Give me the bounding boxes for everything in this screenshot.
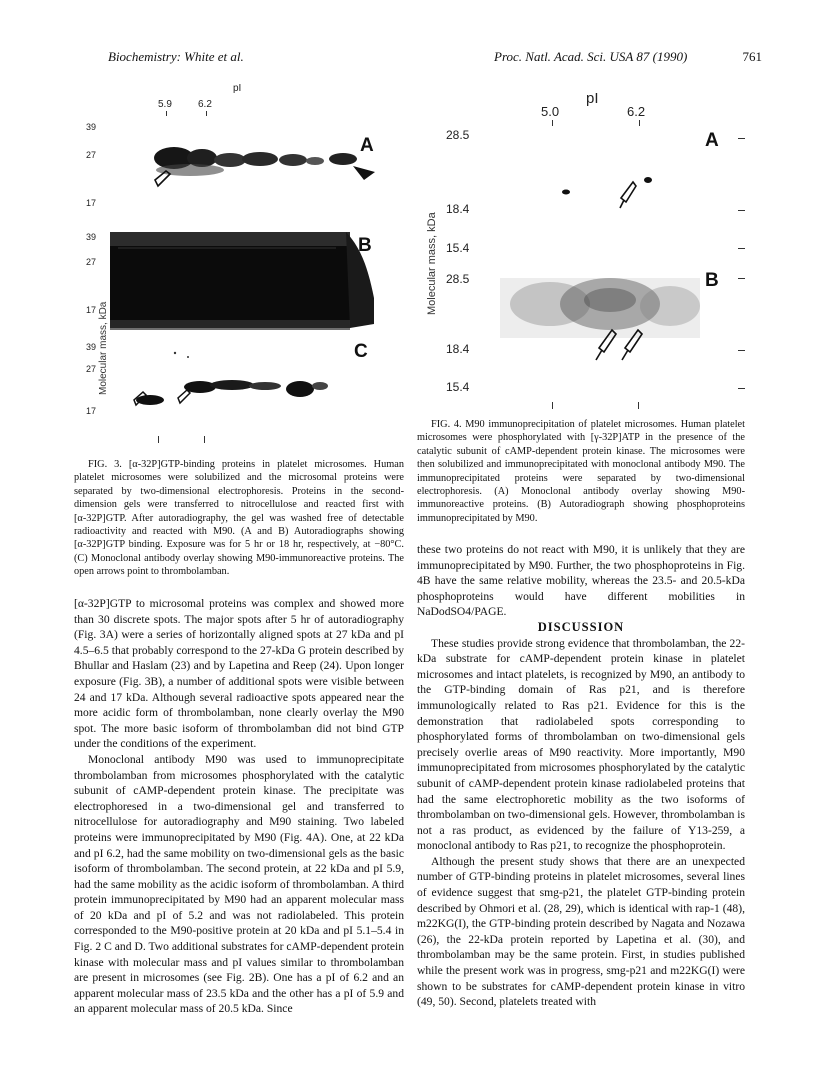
body-paragraph: These studies provide strong evidence that thrombolamban, the 22-kDa substrate for cAMP-dependent protein kinase in platelet microsomes and intact platelets, is recognized by M90, an antibody to the GTP-binding domain of Ras p21, and is therefore immunologically related to Ras p21. Evidence for this is the demonstration that radiolabeled spots corresponding to phosphorylated forms of thrombolamban on two-dimensional gels precisely overlie areas of M90 reactivity. More importantly, M90 immunoprecipitated from microsomes phosphorylated by the catalytic subunit of cAMP-dependent protein kinase radiolabeled proteins that had the same electrophoretic mobility as the two isoforms of thrombolamban on two-dimensional gels. However, thrombolamban is not a ras product, as evidenced by the failure of Y13-259, a monoclonal antibody to Ras p21, to recognize the phosphoprotein. — [417, 636, 745, 853]
fig4-dash — [738, 248, 745, 249]
fig4-bottom-tick — [638, 402, 639, 409]
fig3-axis-label: Molecular mass, kDa — [98, 301, 109, 395]
fig3-pi-tick — [166, 111, 167, 116]
fig4-panel-a-blot — [540, 160, 700, 250]
fig3-b-tick-label: 17 — [86, 305, 97, 315]
fig3-panel-c-blot — [110, 345, 390, 425]
fig3-b-tick-label: 27 — [86, 257, 97, 267]
body-paragraph: Although the present study shows that there are an unexpected number of GTP-binding proteins in platelet microsomes, several lines of evidence suggest that smg-p21, the platelet GTP-binding protein described by Ohmori et al. (28, 29), which is identical with rap-1 (48), m22KG(I), the GTP-binding protein described by Nagata and Nozawa (26), the 22-kDa protein reported by Lapetina et al. (30), and thrombolamban may be the same protein. First, in studies published while the present work was in progress, smg-p21 and m22KG(I) were shown to be substrates for cAMP-dependent protein kinase in vitro (49, 50). Second, platelets treated with — [417, 854, 745, 1009]
fig3-bottom-tick — [204, 436, 205, 443]
fig3-caption-text: FIG. 3. [α-32P]GTP-binding proteins in platelet microsomes. Human platelet microsomes were solubilized and the microsomal proteins were separated by two-dimensional electrophoresis. Proteins in the second-dimension gels were transferred to nitrocellulose and reacted first with [α-32P]GTP. After autoradiography, the gel was washed free of detectable radioactivity and reacted with M90. (A and B) Autoradiographs showing [α-32P]GTP binding. Exposure was for 5 hr or 18 hr, respectively, at −80°C. (C) Monoclonal antibody overlay showing M90-immunoreactive proteins. The open arrows point to thrombolamban. — [74, 459, 404, 578]
fig4-dash — [738, 388, 745, 389]
fig3-pi-tick — [206, 111, 207, 116]
right-column — [417, 542, 745, 1010]
fig3-a-tick-label: 17 — [86, 198, 97, 208]
body-paragraph: [α-32P]GTP to microsomal proteins was complex and showed more than 30 discrete spots. The major spots after 5 hr of autoradiography (Fig. 3A) were a series of horizontally aligned spots at 27 kDa and pI 4.5–6.5 that probably correspond to the 27-kDa G protein described by Bhullar and Haslam (23) and by Lapetina and Reep (24). Upon longer exposure (Fig. 3B), a number of additional spots were visible between 24 and 17 kDa. Although several radioactive spots appeared near the more acidic form of thrombolamban, none clearly overlay the M90 spot. The more basic isoform of thrombolamban did not bind GTP under the conditions of the experiment. — [74, 597, 404, 751]
fig4-b-tick-label: 18.4 — [446, 342, 470, 356]
fig4-pi-tick — [552, 120, 553, 126]
fig4-caption-text: FIG. 4. M90 immunoprecipitation of platelet microsomes. Human platelet microsomes were phosphorylated with [γ-32P]ATP in the presence of the catalytic subunit of cAMP-dependent protein kinase. The microsomes were then solubilized and immunoprecipitated with monoclonal antibody M90. The immunoprecipitated proteins were separated by two-dimensional electrophoresis. (A) Monoclonal antibody overlay showing M90-immunoreactive proteins. (B) Autoradiograph showing phosphoproteins immunoprecipitated by M90. — [417, 419, 745, 524]
running-head-left: Biochemistry: White et al. — [108, 49, 244, 64]
fig4-bottom-tick — [552, 402, 553, 409]
body-paragraph: Monoclonal antibody M90 was used to immunoprecipitate thrombolamban from microsomes phosphorylated with the catalytic subunit of cAMP-dependent protein kinase. The precipitate was electrophoresed in a two-dimensional gel and transferred to nitrocellulose for autoradiography and M90 staining. Two labeled proteins were immunoprecipitated by M90 (Fig. 4A). One, at 22 kDa and pI 6.2, had the same mobility on two-dimensional gels as the basic isoform of thrombolamban. The second protein, at 22 kDa and pI 5.9, had the same mobility as the acidic isoform of thrombolamban. A third protein immunoprecipitated by M90 had an apparent molecular mass of 20 kDa and pI of 5.2 and was not radiolabeled. This protein corresponded to the M90-positive protein at 20 kDa and pI 5.1–5.4 in Fig. 2 C and D. Two additional substrates for cAMP-dependent protein kinase with molecular mass and pI values similar to thrombolamban are present in microsomes (see Fig. 2B). One has a pI of 6.2 and an apparent molecular mass of 23.5 kDa and the other has a pI of 5.9 and an apparent molecular mass of 20.5 kDa. Since — [74, 752, 404, 1016]
fig4-dash — [738, 210, 745, 211]
running-head-right: Proc. Natl. Acad. Sci. USA 87 (1990) — [494, 49, 688, 64]
fig3-bottom-tick — [158, 436, 159, 443]
fig3-a-tick-label: 39 — [86, 122, 97, 132]
fig4-a-tick-label: 15.4 — [446, 241, 470, 255]
fig4-dash — [738, 350, 745, 351]
fig4-b-tick-label: 15.4 — [446, 380, 470, 394]
fig4-a-tick-label: 28.5 — [446, 128, 470, 142]
fig3-c-tick-label: 39 — [86, 342, 97, 352]
fig4-pi-value: 5.0 — [541, 104, 560, 119]
fig3-panel-b-label: B — [358, 235, 372, 256]
body-paragraph: these two proteins do not react with M90, it is unlikely that they are immunoprecipitated by M90. Further, the two phosphoproteins in Fig. 4B have the same relative mobility, whereas the 23.5- and 20.5-kDa phosphoproteins would have different mobilities in NaDodSO4/PAGE. — [417, 543, 745, 619]
fig3-panel-c-label: C — [354, 341, 368, 362]
fig3-panel-a-label: A — [360, 135, 374, 156]
fig4-panel-a-label: A — [705, 130, 719, 151]
fig4-dash — [738, 278, 745, 279]
fig4-pi-tick — [639, 120, 640, 126]
fig3-c-tick-label: 17 — [86, 406, 97, 416]
fig4-pi-value: 6.2 — [627, 104, 646, 119]
fig4-pi-label: pI — [586, 90, 599, 107]
left-column — [74, 596, 404, 1017]
fig4-a-tick-label: 18.4 — [446, 202, 470, 216]
fig4-caption — [417, 418, 745, 525]
fig3-pi-value: 6.2 — [198, 99, 212, 110]
fig3-caption — [74, 458, 404, 579]
fig3-a-tick-label: 27 — [86, 150, 97, 160]
fig3-pi-label: pI — [233, 83, 242, 94]
section-heading: DISCUSSION — [537, 619, 625, 634]
fig3-c-tick-label: 27 — [86, 364, 97, 374]
fig4-b-tick-label: 28.5 — [446, 272, 470, 286]
fig3-panel-b-blot — [106, 228, 386, 338]
fig4-axis-label: Molecular mass, kDa — [426, 212, 438, 315]
fig3-b-tick-label: 39 — [86, 232, 97, 242]
fig3-pi-value: 5.9 — [158, 99, 172, 110]
fig4-dash — [738, 138, 745, 139]
fig4-panel-b-blot — [490, 270, 730, 370]
page-number: 761 — [742, 49, 762, 64]
fig4-panel-b-label: B — [705, 270, 719, 291]
